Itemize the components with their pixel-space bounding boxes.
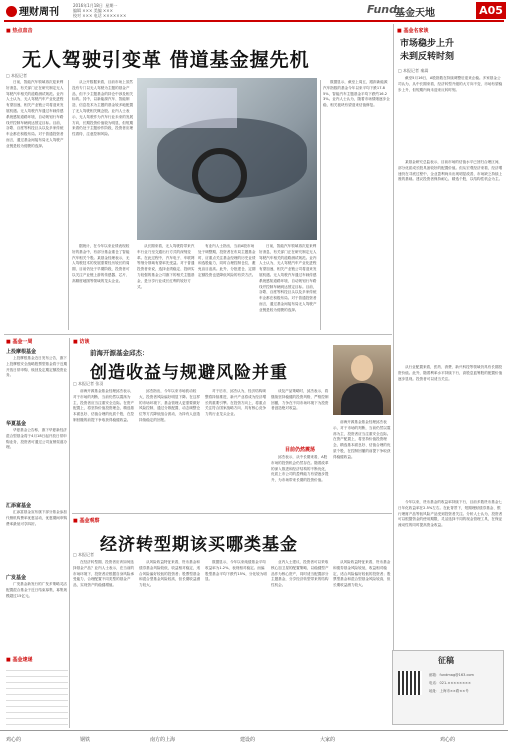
side-text-4: 今年以来，货币基金的收益率持续下行，目前多数货币基金七日年化收益率在2.5%左右。在此背景下，短期理财债券基金、银行理财产品等低风险产品受到投资者关注。分析人士认为，投资者可以根据资金的使用期限，灵活选择不同的现金管理工具，在保证流动性的同时提高资金收益。 xyxy=(398,500,503,528)
interview-col-6: 前海开源基金基金经理邱杰表示，对于市场的判断，当前仍然以震荡为主，投资者应当注重安全边际。在资产配置上，将坚持价值投资理念，精选基本面良好、估值合理的优质个股，在控制回撤的前提下争取获得稳健收益。 xyxy=(333,420,391,459)
observe-headline: 经济转型期该买哪类基金 xyxy=(100,535,298,555)
observe-col-3: 数据显示，今年以来纯债基金平均收益率为1.2%，表现相对稳定。而偏股型基金平均下跌约15%，分化较为明显。 xyxy=(205,560,267,582)
side-headline: 市场稳步上升 未到反转时刻 xyxy=(400,39,455,62)
news-sub-4: 广发基金 xyxy=(6,575,27,581)
ad-line-2: 电话：021-×××××××× xyxy=(429,681,471,685)
car-interior-photo xyxy=(137,78,317,240)
interview-subhead: 目前仍然震荡 xyxy=(285,447,316,453)
interview-col-5: 邱杰表示，从中长期来看，A股市场的投资机会仍然存在。随着改革的深入推进和经济结构的不断优化，优质上市公司的盈利能力有望逐步提升，为市场带来长期的投资价值。 xyxy=(271,455,329,483)
article-col-1: 日前，智能汽车领域再次迎来利好消息，有关部门正在研究制定无人驾驶汽车相关的道路测试规范。业内人士认为，无人驾驶汽车产业化进程有望加速，相关产业链公司将迎来发展机遇。无人驾驶汽车通过车载传感系统感知道路环境，自动规划行车路线并控制车辆到达预定目标。目前，谷歌、百度等科技巨头以及多家传统车企都在积极布局。对于普通投资者而言，通过基金间接布局无人驾驶产业链是较为便捷的选择。 xyxy=(6,80,64,148)
interview-col-1: 前海开源基金基金经理邱杰表示，对于市场的判断，当前仍然以震荡为主，投资者应当注重安全边际。在资产配置上，将坚持价值投资理念，精选基本面良好、估值合理的优质个股，在控制回撤的前提下争取获得稳健收益。 xyxy=(73,389,135,422)
interview-byline: □ 本报记者 张羽 xyxy=(73,381,104,386)
side-text-1: 截至5月16日，A股指数在持续调整后迎来企稳。多家基金公司认为，从中长期来看，经济转型升级的大方向不变，市场有望稳步上升，但短期内尚未迎来反转时刻。 xyxy=(398,76,503,92)
section-label-observe: ■ 基金观察 xyxy=(73,517,99,524)
observe-col-5: 从风险收益特征来看，货币基金和债券基金风险较低，收益相对稳定，适合风险偏好较低的投资者；股票型基金和混合型基金风险较高，但长期收益潜力较大。 xyxy=(333,560,391,588)
section-label-side: ■ 基金名家谈 xyxy=(397,27,428,34)
news-sub-3: 汇添富基金 xyxy=(6,503,32,509)
header-rule xyxy=(4,20,504,22)
interview-headline: 创造收益与规避风险并重 xyxy=(90,363,288,383)
section-label-interview: ■ 访谈 xyxy=(73,338,89,345)
footer-item-2[interactable]: 钢铁 xyxy=(80,737,91,743)
page-number: A05 xyxy=(476,2,506,19)
section-label-weekly: ■ 基金一周 xyxy=(6,338,32,345)
ad-line-1: 邮箱：fundmag@163.com xyxy=(429,673,474,677)
observe-col-1: 在经济转型期，投资者应该如何选择基金产品？业内人士表示，在当前的市场环境下，投资者应根据自身风险承受能力，合理配置不同类型的基金产品，实现资产的稳健增值。 xyxy=(73,560,135,588)
header-meta: 2016年1月18日 星期一 编辑 ××× 美编 ××× 校对 ××× 电话 ××××××× xyxy=(73,3,127,18)
fund-list-table xyxy=(6,665,68,725)
interview-col-2: 邱杰指出，今年以来市场波动较大，投资者风险偏好明显下降。在这样的市场环境下，基金管理人更需要做好风险控制，通过分散配置、动态调整仓位等方式降低组合波动，为持有人创造持续稳定的回报。 xyxy=(139,389,201,422)
paper-logo-icon xyxy=(6,6,17,17)
news-sub-1: 上投摩根基金 xyxy=(6,349,37,355)
section-cn: 基金天地 xyxy=(395,8,435,19)
observe-col-2: 从风险收益特征来看，货币基金和债券基金风险较低，收益相对稳定，适合风险偏好较低的投资者；股票型基金和混合型基金风险较高，但长期收益潜力较大。 xyxy=(139,560,201,588)
footer-item-6[interactable]: 鸡心的 xyxy=(440,737,456,743)
news-text-3: 汇添富基金宣布旗下部分基金参加代销机构费率优惠活动，优惠期间申购费率最低可享四折。 xyxy=(6,510,68,526)
news-text-4: 广发基金新发行的广发多策略灵活配置混合基金于近日结束募集，募集规模超过15亿元。 xyxy=(6,582,68,598)
article-col-3: 数据显示，截至上周五，跟踪新能源汽车指数的基金今年以来平均下跌17.85%，智能汽车主题基金平均下跌约16.23%。业内人士认为，随着市场情绪逐步企稳，相关板块有望迎来估值修复。 xyxy=(323,80,390,108)
steering-wheel-icon xyxy=(192,148,247,203)
article-col-4: 据统计，在今年以来业绩表现较好的基金中，有部分基金重仓了智能汽车相关个股。某基金经理表示，无人驾驶技术的发展需要经历较长的周期，目前仍处于早期阶段，投资者可以关注产业链上游的传感器、芯片、高精度地图等领域的龙头企业。 xyxy=(72,244,130,283)
observe-col-4: 业内人士建议，投资者可以采取核心加卫星的配置策略，以稳健型产品作为核心资产，同时适当配置部分主题基金，分享经济转型带来的结构性机会。 xyxy=(271,560,329,588)
footer-item-1[interactable]: 鸡心的 xyxy=(6,737,22,743)
article-col-5: 从长期来看，无人驾驶将带来汽车行业乃至交通出行方式的深刻变革。在此过程中，汽车电子、车联网等细分领域有望率先受益。对于普通投资者来说，选择业绩稳定、投研实力较强的基金公司旗下的相关主题基金，是分享行业成长红利的较好方式。 xyxy=(137,244,195,289)
news-sub-2: 华夏基金 xyxy=(6,421,27,427)
article-col-2: 从公开数据来看，目前市场上虽然没有专门以无人驾驶为主题的基金产品，但不少主题基金的持仓中涉及相关标的。其中，以新能源汽车、智能制造、信息技术为主题的基金较多地配置了无人驾驶相关概念股。业内人士表示，无人驾驶作为汽车行业未来的发展方向，长期投资价值较为明显，但短期来看仍处于主题炒作阶段，投资者应理性看待，注意控制风险。 xyxy=(72,80,134,137)
main-headline: 无人驾驶引变革 借道基金握先机 xyxy=(22,49,310,71)
ad-title: 征稿 xyxy=(438,656,454,665)
side-text-3: 从行业配置来看，医药、消费、新兴科技等领域仍具有长期投资价值。此外，随着利率水平持续下行，高股息蓝筹股的配置价值逐步显现。投资者可以适当关注。 xyxy=(398,365,503,381)
section-header xyxy=(367,2,506,19)
footer-item-4[interactable]: 建设的 xyxy=(240,737,256,743)
section-label-fundlist: ■ 基金速递 xyxy=(6,656,32,663)
interview-col-3: 对于后市，邱杰认为，经济结构调整将持续推进，新兴产业将成为经济增长的重要引擎。在投资方向上，将重点关注符合国家战略方向、具有核心竞争力的行业龙头企业。 xyxy=(205,389,267,417)
section-label-hot: ■ 热点直击 xyxy=(6,27,32,34)
observe-byline: □ 本报记者 xyxy=(73,552,95,557)
article-col-6: 有业内人士指出，当前A股市场处于调整期，投资者在布局主题基金时，应重点关注基金经理的历史业绩和选股能力，同时合理控制仓位，避免盲目追高。此外，分批建仓、定期定额投资也是降低风险的有效方法。 xyxy=(198,244,256,277)
side-byline: □ 本报记者 秦嵩 xyxy=(398,68,429,73)
interview-pre-title: 前海开源基金邱杰： xyxy=(90,349,149,357)
news-text-2: 华夏基金公告称，旗下华夏新经济混合型基金将于4月18日起开放日常申购业务，投资者可通过公司直销渠道办理。 xyxy=(6,428,68,450)
interview-col-4: 谈及产品策略时，邱杰表示，将继续坚持稳健的投资风格，严格控制回撤，力争在不同市场环境下为投资者创造绝对收益。 xyxy=(271,389,329,411)
portrait-photo xyxy=(333,345,391,415)
footer-item-3[interactable]: 南方的上海 xyxy=(150,737,176,743)
section-en: Fund xyxy=(367,3,397,16)
side-text-2: 某基金研究总监表示，目前市场的估值水平已回归合理区间，部分优质成长股具备较好的配置价值。但从宏观经济来看，经济增速仍在寻底过程中，企业盈利尚未出现明显改善，市场缺乏持续上涨的基础。建议投资者保持耐心，精选个股，以结构性机会为主。 xyxy=(398,160,503,182)
article-col-7: 日前，智能汽车领域再次迎来利好消息，有关部门正在研究制定无人驾驶汽车相关的道路测试规范。业内人士认为，无人驾驶汽车产业化进程有望加速，相关产业链公司将迎来发展机遇。无人驾驶汽车通过车载传感系统感知道路环境，自动规划行车路线并控制车辆到达预定目标。目前，谷歌、百度等科技巨头以及多家传统车企都在积极布局。对于普通投资者而言，通过基金间接布局无人驾驶产业链是较为便捷的选择。 xyxy=(259,244,317,312)
footer-nav xyxy=(0,730,508,750)
qr-code-icon xyxy=(398,671,422,695)
ad-line-3: 地址：上海市××路××号 xyxy=(429,689,469,693)
news-text-1: 上投摩根基金近日发布公告，旗下上投摩根安全战略股票型基金将于近期开放日常申购、赎回及定期定额投资业务。 xyxy=(6,356,68,378)
footer-item-5[interactable]: 大家的 xyxy=(320,737,336,743)
ad-box xyxy=(392,650,504,725)
paper-name: 理财周刊 xyxy=(6,3,59,18)
byline: □ 本报记者 xyxy=(6,73,28,78)
